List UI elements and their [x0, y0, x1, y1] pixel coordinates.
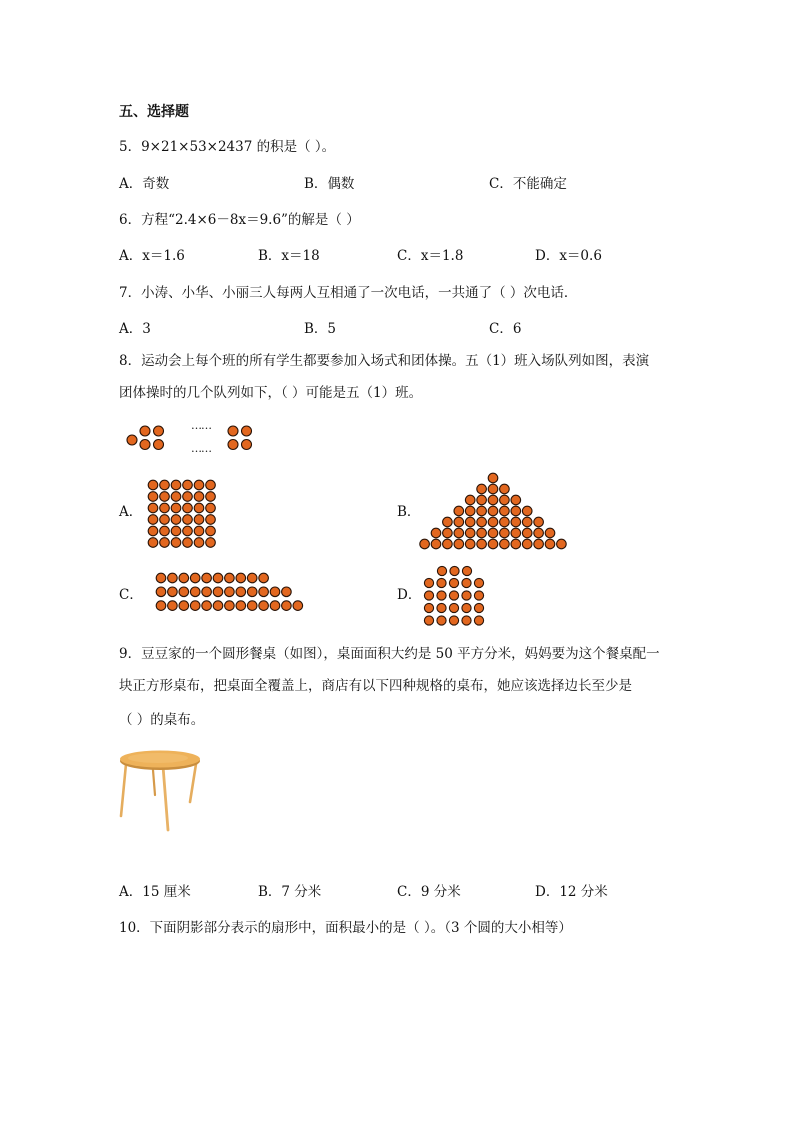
- formation-dot: [168, 587, 178, 597]
- formation-dot: [534, 528, 544, 538]
- question-5-option-a[interactable]: A．奇数: [119, 176, 170, 192]
- question-7-option-a[interactable]: A．3: [119, 321, 151, 337]
- formation-dot: [437, 566, 446, 575]
- question-7-stem: 7．小涛、小华、小丽三人每两人互相通了一次电话，一共通了（ ）次电话．: [119, 285, 578, 301]
- formation-dot: [511, 539, 521, 549]
- formation-dot: [194, 503, 204, 513]
- formation-dot: [183, 492, 193, 502]
- formation-dot: [171, 526, 181, 536]
- question-9-stem-line-1: 9．豆豆家的一个圆形餐桌（如图），桌面面积大约是 50 平方分米，妈妈要为这个餐桌配一: [119, 646, 660, 662]
- formation-dot: [160, 492, 170, 502]
- formation-dot: [247, 587, 257, 597]
- formation-dot: [462, 566, 471, 575]
- formation-dot: [206, 480, 216, 490]
- round-table-image: [118, 748, 204, 838]
- formation-dot: [465, 528, 475, 538]
- formation-dot: [206, 526, 216, 536]
- question-7-option-b[interactable]: B．5: [304, 321, 337, 337]
- formation-dot: [522, 506, 532, 516]
- formation-dot: [424, 591, 433, 600]
- formation-dot: [160, 538, 170, 548]
- formation-dot: [454, 528, 464, 538]
- formation-dot: [511, 528, 521, 538]
- formation-dot: [443, 528, 453, 538]
- formation-dot: [202, 601, 212, 611]
- formation-dot: [259, 587, 269, 597]
- question-5-option-c[interactable]: C．不能确定: [489, 176, 567, 192]
- formation-dot: [462, 616, 471, 625]
- question-5-option-b[interactable]: B．偶数: [304, 176, 355, 192]
- formation-dot: [477, 539, 487, 549]
- formation-dot: [500, 528, 510, 538]
- formation-dot: [183, 503, 193, 513]
- formation-dot: [171, 538, 181, 548]
- question-7-option-c[interactable]: C．6: [489, 321, 522, 337]
- formation-dot: [465, 506, 475, 516]
- formation-dot: [247, 601, 257, 611]
- formation-dot: [183, 526, 193, 536]
- question-9-option-d[interactable]: D．12 分米: [535, 884, 608, 900]
- formation-dot: [148, 526, 158, 536]
- formation-dot: [190, 573, 200, 583]
- formation-dot: [190, 587, 200, 597]
- formation-dot: [183, 480, 193, 490]
- formation-dot: [449, 591, 458, 600]
- formation-dot: [270, 587, 280, 597]
- formation-dot: [168, 573, 178, 583]
- formation-dot: [202, 587, 212, 597]
- formation-dot: [465, 539, 475, 549]
- formation-dot: [488, 473, 498, 483]
- formation-dot: [488, 528, 498, 538]
- formation-dot: [522, 517, 532, 527]
- formation-dot: [270, 601, 280, 611]
- formation-dot: [449, 616, 458, 625]
- formation-dot: [500, 506, 510, 516]
- formation-dot: [183, 515, 193, 525]
- question-9-option-c[interactable]: C．9 分米: [397, 884, 461, 900]
- formation-dot: [477, 484, 487, 494]
- question-8-option-a-label[interactable]: A．: [119, 504, 143, 520]
- formation-dot: [437, 616, 446, 625]
- formation-dot: [171, 492, 181, 502]
- formation-dot: [282, 601, 292, 611]
- formation-dot: [225, 587, 235, 597]
- section-title: 五、选择题: [119, 104, 189, 120]
- formation-dot: [462, 603, 471, 612]
- formation-dot: [454, 539, 464, 549]
- formation-dot: [534, 517, 544, 527]
- formation-dot: [171, 480, 181, 490]
- question-6-option-a[interactable]: A．x＝1.6: [119, 248, 185, 264]
- formation-dot: [259, 601, 269, 611]
- formation-dot: [488, 517, 498, 527]
- formation-dot: [190, 601, 200, 611]
- formation-dot: [511, 506, 521, 516]
- formation-dot: [236, 601, 246, 611]
- formation-dot: [194, 538, 204, 548]
- formation-dot: [474, 616, 483, 625]
- formation-dot: [477, 506, 487, 516]
- formation-dot: [474, 603, 483, 612]
- formation-dot: [462, 591, 471, 600]
- formation-dot: [156, 601, 166, 611]
- formation-dot: [424, 603, 433, 612]
- formation-dot: [449, 578, 458, 587]
- formation-dot: [206, 492, 216, 502]
- formation-dot: [488, 484, 498, 494]
- question-6-option-c[interactable]: C．x＝1.8: [397, 248, 464, 264]
- formation-dot: [259, 573, 269, 583]
- formation-dot: [171, 515, 181, 525]
- formation-dot: [443, 539, 453, 549]
- formation-dot: [179, 573, 189, 583]
- question-8-option-c-label[interactable]: C．: [119, 587, 143, 603]
- formation-dot: [465, 495, 475, 505]
- formation-dot: [474, 591, 483, 600]
- formation-dot: [168, 601, 178, 611]
- ellipsis-top: ……: [191, 419, 211, 432]
- formation-dot: [160, 503, 170, 513]
- formation-dot: [500, 484, 510, 494]
- formation-dot: [500, 517, 510, 527]
- formation-dot: [148, 492, 158, 502]
- formation-dot: [225, 573, 235, 583]
- formation-dot: [443, 517, 453, 527]
- formation-dot: [183, 538, 193, 548]
- question-5-stem: 5．9×21×53×2437 的积是（ ）。: [119, 139, 336, 155]
- formation-dot: [545, 528, 555, 538]
- formation-dot: [477, 495, 487, 505]
- formation-dot: [454, 517, 464, 527]
- formation-dot: [437, 578, 446, 587]
- formation-dot: [213, 573, 223, 583]
- question-9-stem-line-2: 块正方形桌布，把桌面全覆盖上，商店有以下四种规格的桌布，她应该选择边长至少是: [119, 678, 632, 694]
- formation-dot: [236, 573, 246, 583]
- formation-dot: [213, 587, 223, 597]
- formation-dot: [236, 587, 246, 597]
- formation-dot: [225, 601, 235, 611]
- formation-dot: [454, 506, 464, 516]
- formation-dot: [148, 538, 158, 548]
- formation-dot: [557, 539, 567, 549]
- formation-dot: [206, 503, 216, 513]
- formation-dot: [511, 495, 521, 505]
- formation-dot: [437, 603, 446, 612]
- formation-dot: [194, 480, 204, 490]
- formation-dot: [534, 539, 544, 549]
- formation-dot: [500, 539, 510, 549]
- question-6-option-d[interactable]: D．x＝0.6: [535, 248, 602, 264]
- formation-dot: [424, 578, 433, 587]
- formation-dot: [160, 480, 170, 490]
- question-10-stem: 10．下面阴影部分表示的扇形中，面积最小的是（ ）。（3 个圆的大小相等）: [119, 920, 572, 936]
- formation-dot: [477, 517, 487, 527]
- formation-dot: [160, 526, 170, 536]
- formation-c: [156, 573, 302, 610]
- formation-dot: [160, 515, 170, 525]
- formation-a: [148, 480, 215, 547]
- formation-dot: [179, 587, 189, 597]
- formation-dot: [420, 539, 430, 549]
- formation-dot: [449, 603, 458, 612]
- formation-dot: [488, 506, 498, 516]
- formation-dot: [194, 515, 204, 525]
- formation-dot: [148, 503, 158, 513]
- formation-dot: [156, 587, 166, 597]
- question-8-option-b-label[interactable]: B．: [397, 504, 421, 520]
- question-8-option-d-label[interactable]: D．: [397, 587, 422, 603]
- formation-dot: [465, 517, 475, 527]
- formation-b: [420, 473, 566, 549]
- formation-dot: [194, 492, 204, 502]
- formation-dot: [431, 528, 441, 538]
- formation-dot: [462, 578, 471, 587]
- question-6-stem: 6．方程“2.4×6－8x＝9.6”的解是（ ）: [119, 212, 360, 228]
- ellipsis-bottom: ……: [191, 442, 211, 455]
- formation-dot: [545, 539, 555, 549]
- question-8-stem-line-2: 团体操时的几个队列如下，（ ）可能是五（1）班。: [119, 385, 423, 401]
- formation-dot: [437, 591, 446, 600]
- formation-dot: [431, 539, 441, 549]
- formation-dot: [511, 517, 521, 527]
- formation-dot: [213, 601, 223, 611]
- formation-dot: [474, 578, 483, 587]
- question-9-option-a[interactable]: A．15 厘米: [119, 884, 191, 900]
- question-9-stem-line-3: （ ）的桌布。: [119, 712, 205, 728]
- formation-dot: [179, 601, 189, 611]
- formation-dot: [282, 587, 292, 597]
- question-6-option-b[interactable]: B．x＝18: [258, 248, 320, 264]
- formation-d: [424, 566, 483, 625]
- question-9-option-b[interactable]: B．7 分米: [258, 884, 322, 900]
- formation-dot: [202, 573, 212, 583]
- formation-dot: [148, 515, 158, 525]
- formation-dot: [450, 566, 459, 575]
- formation-dot: [206, 538, 216, 548]
- formation-dot: [194, 526, 204, 536]
- formation-dot: [247, 573, 257, 583]
- formation-dot: [488, 495, 498, 505]
- formation-dot: [522, 539, 532, 549]
- formation-dot: [148, 480, 158, 490]
- formation-dot: [156, 573, 166, 583]
- question-8-stem-line-1: 8．运动会上每个班的所有学生都要参加入场式和团体操。五（1）班入场队列如图，表演: [119, 353, 650, 369]
- formation-dot: [293, 601, 303, 611]
- formation-dot: [171, 503, 181, 513]
- formation-dot: [206, 515, 216, 525]
- formation-dot: [424, 616, 433, 625]
- formation-dot: [477, 528, 487, 538]
- formation-dot: [488, 539, 498, 549]
- formation-dot: [522, 528, 532, 538]
- formation-dot: [500, 495, 510, 505]
